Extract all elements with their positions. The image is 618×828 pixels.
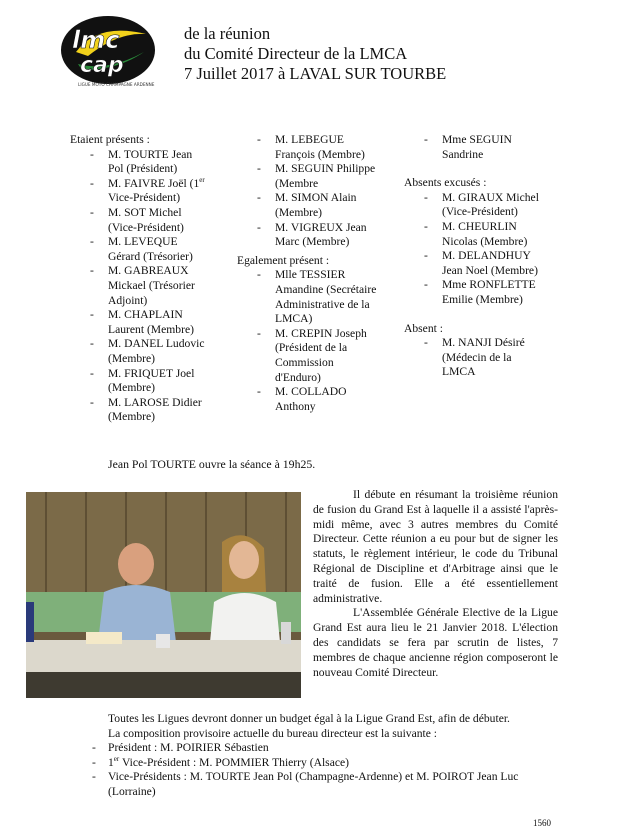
present-list-continued [237,133,397,250]
fusion-summary [313,488,558,680]
absent-title: Absent : [404,321,443,335]
also-present-list [237,268,397,414]
list-item: - M. GIRAUX Michel (Vice-Président) [404,191,564,220]
attendees-column-1 [70,133,230,425]
present-list [70,148,230,425]
meeting-photo [26,492,301,698]
page-number: 1560 [533,818,551,828]
excused-title: Absents excusés : [404,176,487,190]
list-item: - M. VIGREUX Jean Marc (Membre) [237,221,397,250]
list-item: - M. CHAPLAIN Laurent (Membre) [70,308,230,337]
bureau-composition [108,712,560,800]
svg-text:lmc: lmc [72,26,120,54]
list-item: - M. CREPIN Joseph (Président de la Commission d'Enduro) [237,327,397,385]
list-item: - M. CHEURLIN Nicolas (Membre) [404,220,564,249]
heading-line-2: du Comité Directeur de la LMCA [184,44,408,63]
absent-list [404,336,564,380]
budget-sentence: Toutes les Ligues devront donner un budget égal à la Ligue Grand Est, afin de débuter. [108,712,510,725]
bureau-list [108,741,560,799]
list-item: - Vice-Présidents : M. TOURTE Jean Pol (Champagne-Ardenne) et M. POIROT Jean Luc (Lorraine) [108,770,560,799]
list-item: - M. LAROSE Didier (Membre) [70,396,230,425]
list-item: - Mme RONFLETTE Emilie (Membre) [404,278,564,307]
list-item: - M. DANEL Ludovic (Membre) [70,337,230,366]
attendees-column-2 [237,133,397,414]
list-item: - M. LEBEGUE François (Membre) [237,133,397,162]
list-item: - M. COLLADO Anthony [237,385,397,414]
opening-sentence: Jean Pol TOURTE ouvre la séance à 19h25. [108,457,316,471]
list-item: - M. SEGUIN Philippe (Membre [237,162,397,191]
list-item: - M. LEVEQUE Gérard (Trésorier) [70,235,230,264]
present-title: Etaient présents : [70,133,150,146]
list-item: - M. TOURTE Jean Pol (Président) [70,148,230,177]
lmca-logo [58,12,158,90]
list-item: - M. DELANDHUY Jean Noel (Membre) [404,249,564,278]
summary-paragraph-2: L'Assemblée Générale Elective de la Ligue Grand Est aura lieu le 21 Janvier 2018. L'élection des candidats se fera par scrutin de listes, 7 membres de chaque ancienne région composeront le nouveau Comité Directeur. [313,606,558,679]
svg-text:LIGUE MOTO CHAMPAGNE ARDENNE: LIGUE MOTO CHAMPAGNE ARDENNE [78,82,155,87]
attendees-column-3 [404,133,564,380]
list-item: - M. GABREAUX Mickael (Trésorier Adjoint) [70,264,230,308]
summary-paragraph-1: Il débute en résumant la troisième réunion de fusion du Grand Est à laquelle il a assisté l'après-midi même, avec 3 autres membres du Comité Directeur. Cette réunion a eu pour but de signer les statuts, le règlement intérieur, le code du Tribunal Régional de Discipline et d'Arbitrage ainsi que le traité de fusion. Elle a été essentiellement administrative. [313,488,558,605]
excused-list [404,191,564,308]
list-item: - 1er Vice-Président : M. POMMIER Thierry (Alsace) [108,756,560,771]
list-item: - Président : M. POIRIER Sébastien [108,741,560,756]
list-item: - M. NANJI Désiré (Médecin de la LMCA [404,336,564,380]
composition-intro: La composition provisoire actuelle du bureau directeur est la suivante : [108,726,438,740]
list-item: - M. SIMON Alain (Membre) [237,191,397,220]
heading-line-1: de la réunion [184,24,271,43]
also-present-title: Egalement présent : [237,253,330,267]
list-item: - Mme SEGUIN Sandrine [404,133,564,162]
heading-line-3: 7 Juillet 2017 à LAVAL SUR TOURBE [184,64,447,83]
present-list-end [404,133,564,162]
svg-text:cap: cap [80,53,124,78]
list-item: - Mlle TESSIER Amandine (Secrétaire Administrative de la LMCA) [237,268,397,326]
meeting-heading [184,24,446,84]
list-item: - M. FAIVRE Joël (1er Vice-Président) [70,177,230,206]
list-item: - M. SOT Michel (Vice-Président) [70,206,230,235]
list-item: - M. FRIQUET Joel (Membre) [70,367,230,396]
